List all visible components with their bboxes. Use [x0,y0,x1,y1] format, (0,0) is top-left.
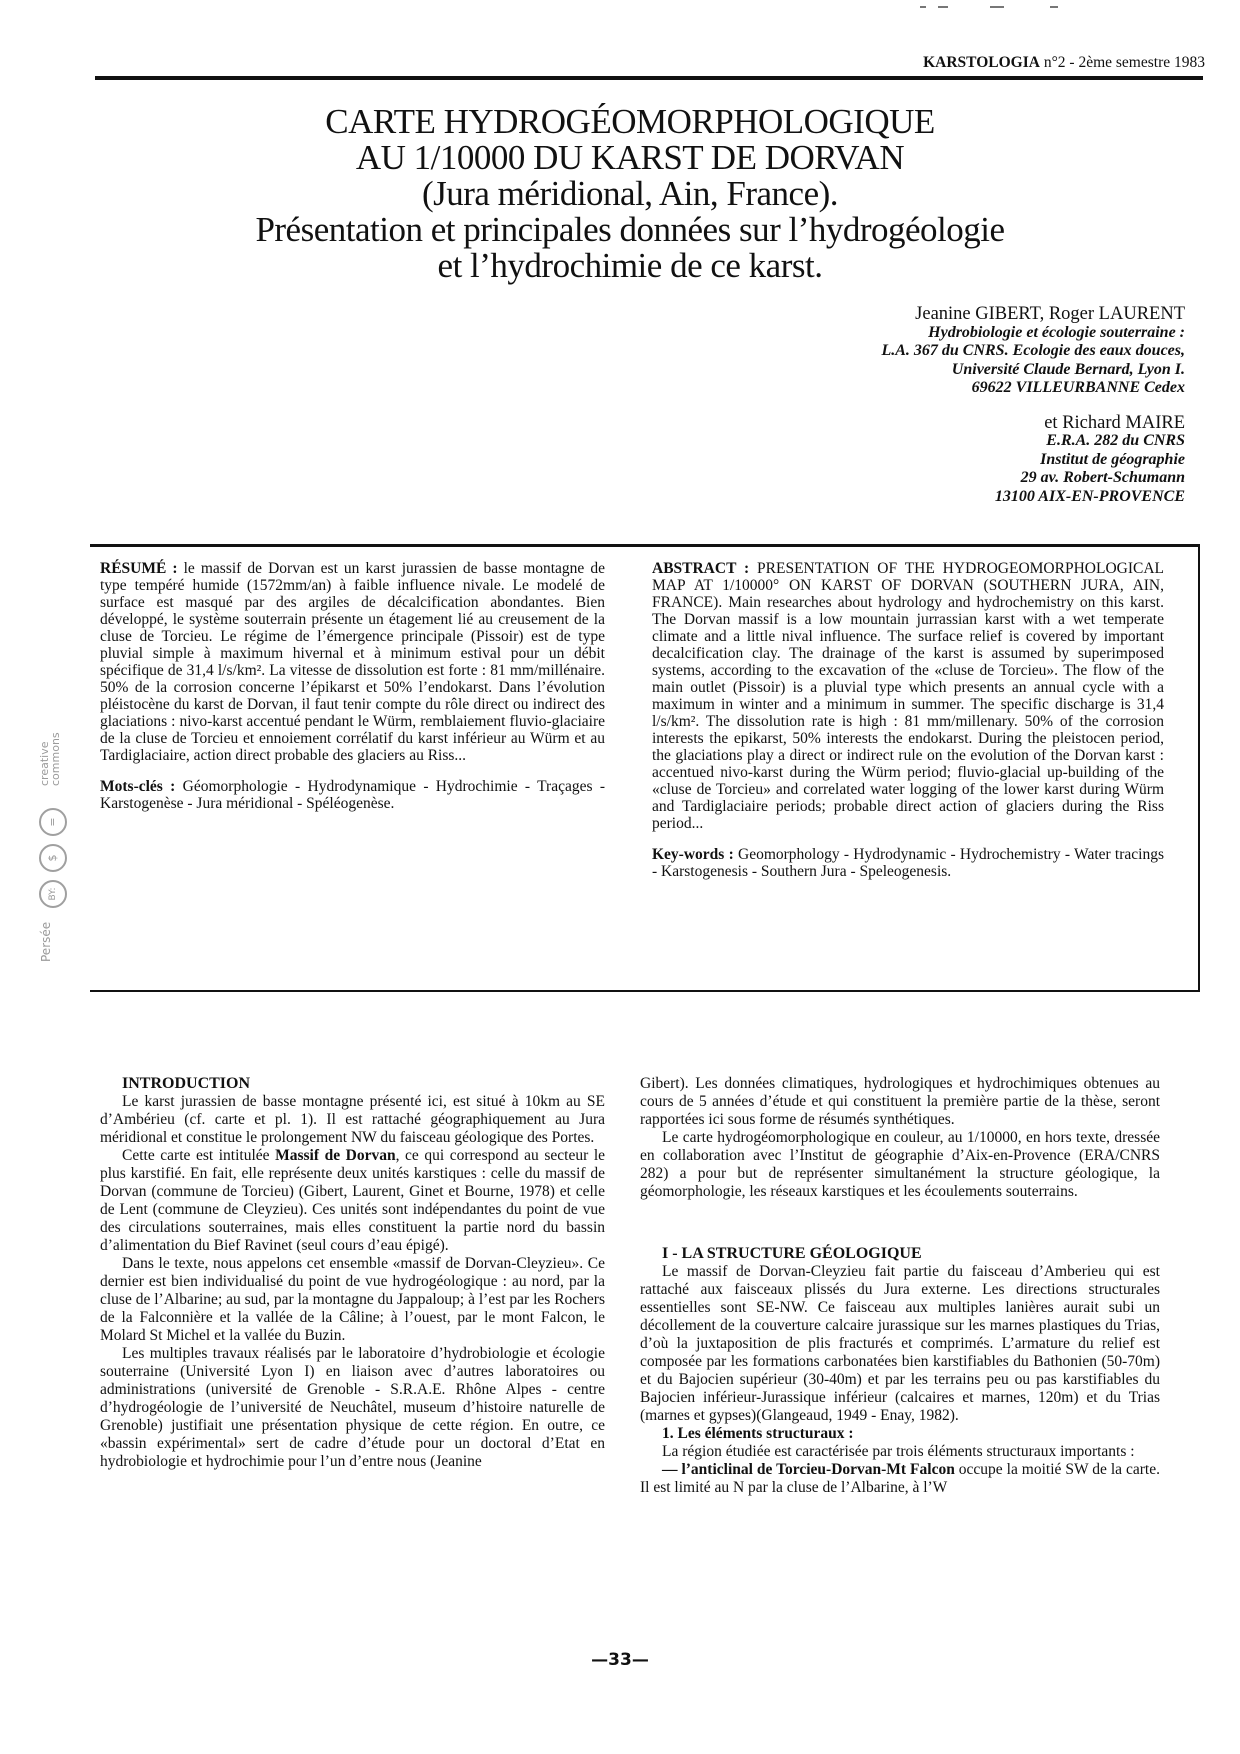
affiliation-line: E.R.A. 282 du CNRS [1046,432,1185,449]
affiliation-line: 13100 AIX-EN-PROVENCE [994,487,1185,505]
affiliation-line: 29 av. Robert-Schumann [1020,469,1185,486]
article-title [130,104,1130,284]
keywords-label: Mots-clés : [100,778,176,795]
running-head [880,54,1205,72]
no-derivatives-icon: = [39,808,67,836]
attribution-icon: BY: [39,880,67,908]
body-paragraph: Le karst jurassien de basse montagne présenté ici, est situé à 10km au SE d’Ambérieu (cf. carte et pl. 1). Il est rattaché géographiquement au Jura méridional et constitue le prolongement NW du faisceau géologique des Portes. [100,1093,605,1146]
author-names: et Richard MAIRE [1044,412,1185,433]
affiliation-line: L.A. 367 du CNRS. Ecologie des eaux douces, [881,342,1185,359]
affiliation-line: 69622 VILLEURBANNE Cedex [971,379,1185,396]
section-heading: I - LA STRUCTURE GÉOLOGIQUE [662,1245,922,1262]
title-line: Présentation et principales données sur l’hydrogéologie [255,210,1005,249]
resume-paragraph [100,560,605,764]
abstract-heading-text: PRESENTATION OF THE HYDROGEOMORPHOLOGICAL MAP AT 1/10000° ON KARST OF DORVAN (SOUTHERN JURA, AIN, FRANCE). [652,560,1164,611]
resume-keywords [100,778,605,812]
keywords-text: Geomorphology - Hydrodynamic - Hydrochemistry - Water tracings - Karstogenesis - Southern Jura - Speleogenesis. [652,846,1164,880]
scan-artifacts [920,6,1070,10]
abstract-column [652,560,1164,894]
body-paragraph: — l’anticlinal de Torcieu-Dorvan-Mt Falcon occupe la moitié SW de la carte. Il est limité au N par la cluse de l’Albarine, à l’W [640,1461,1160,1496]
body-paragraph: Le massif de Dorvan-Cleyzieu fait partie du faisceau d’Amberieu qui est rattaché aux faisceaux plissés du Jura externe. Les directions structurales essentielles sont SE-NW. Ce faisceau aux multiples lanières aurait subi un décollement de la couverture calcaire jurassique sur les marnes plastiques du Trias, d’où la juxtaposition de plis fracturés et comprimés. L’armature du relief est composée par les formations carbonatées bien karstifiables du Bathonien (50-70m) et du Bajocien supérieur (30-40m) et par les terrains peu ou pas karstifiables du Bajocien inférieur-Jurassique inférieur (calcaires et marnes, 120m) et du Trias (marnes et gypses)(Glangeaud, 1949 - Enay, 1982). [640,1263,1160,1424]
section-heading: INTRODUCTION [122,1075,251,1092]
body-paragraph: La région étudiée est caractérisée par trois éléments structuraux importants : [662,1443,1135,1460]
resume-column [100,560,605,826]
map-title-emphasis: Massif de Dorvan [275,1147,396,1164]
title-line: CARTE HYDROGÉOMORPHOLOGIQUE [325,102,935,141]
affiliation-line: Université Claude Bernard, Lyon I. [951,360,1185,378]
body-column-right [640,1075,1160,1497]
subsection-heading: 1. Les éléments structuraux : [662,1425,854,1442]
affiliation-line: Hydrobiologie et écologie souterraine : [928,323,1185,341]
persee-logo: Persée [39,921,53,962]
journal-name: KARSTOLOGIA [923,54,1040,71]
title-line: (Jura méridional, Ain, France). [421,174,839,213]
abstract-text: Main researches about hydrology and hydrochemistry on this karst. The Dorvan massif is a low mountain jurrassian karst with a wet temperate climate and a little nival influence. The surface relief is covered by important decalcification clay. The drainage of the karst is assumed by superimposed systems, according to the excavation of the «cluse de Torcieu». The flow of the main outlet (Pissoir) is a pluvial type which presents an annual cycle with a maximum in winter and a minimum in summer. The specific discharge is 31,4 l/s/km². The dissolution rate is high : 81 mm/millenary. 50% of the corrosion interests the epikarst, 50% interests the endokarst. During the pleistocen period, the glaciations play a direct or indirect rule on the evolution of the Dorvan karst : accentued nivo-karst during the Würm period; fluvio-glacial up-building of the «cluse de Torcieu» and correlated water logging of the lower karst during Würm and Tardiglaciaire periods; probable direct action of glaciers during the Riss period... [652,594,1164,832]
body-paragraph: Le carte hydrogéomorphologique en couleur, au 1/10000, en hors texte, dressée en collaboration avec l’Institut de géographie d’Aix-en-Provence (ERA/CNRS 282) a pour but de représenter simultanément la structure géologique, la géomorphologie, les réseaux karstiques et les écoulements souterrains. [640,1129,1160,1200]
keywords-text: Géomorphologie - Hydrodynamique - Hydrochimie - Traçages - Karstogenèse - Jura méridional - Spéléogenèse. [100,778,605,812]
body-paragraph: Cette carte est intitulée Massif de Dorvan, ce qui correspond au secteur le plus karstifié. En fait, elle représente deux unités karstiques : celle du massif de Dorvan (commune de Torcieu) (Gibert, Laurent, Ginet et Bourne, 1978) et celle de Lent (commune de Cleyzieu). Ces unités sont indépendantes du point de vue des circulations souterraines, mais elles constituent la partie nord du bassin d’alimentation du Bief Ravinet (seul cours d’eau épigé). [100,1147,606,1254]
header-rule [95,76,1203,80]
license-strip[interactable] [37,732,71,1020]
body-paragraph: Dans le texte, nous appelons cet ensemble «massif de Dorvan-Cleyzieu». Ce dernier est bien individualisé du point de vue hydrogéologique : au nord, par la cluse de l’Albarine; au sud, par la montagne du Jappaloup; à l’est par les Rochers de la Falconnière et la vallée de la Câline; à l’ouest, par le mont Falcon, le Molard St Michel et la vallée du Buzin. [100,1255,605,1344]
keywords-label: Key-words : [652,846,734,863]
journal-issue: n°2 - 2ème semestre 1983 [1043,54,1205,71]
body-paragraph: Gibert). Les données climatiques, hydrologiques et hydrochimiques obtenues au cours de 5 années d’étude et qui constituent la première partie de la thèse, seront rapportées ici sous forme de résumés synthétiques. [640,1075,1160,1128]
cc-label: commons [49,732,62,786]
author-names: Jeanine GIBERT, Roger LAURENT [915,304,1185,324]
body-column-left [100,1075,605,1471]
cc-label: creative [38,741,51,786]
abstract-label: ABSTRACT : [652,560,750,577]
resume-label: RÉSUMÉ : [100,560,178,577]
abstract-paragraph [652,560,1164,832]
non-commercial-icon: $ [39,844,67,872]
resume-text: le massif de Dorvan est un karst jurassien de basse montagne de type tempéré humide (1572mm/an) à faible influence nivale. Le modelé de surface est masqué par des argiles de décalcification abondantes. Bien développé, le système souterrain présente un étagement lié au creusement de la cluse de Torcieu. Le régime de l’émergence principale (Pissoir) est de type pluvial simple à maximum hivernal et à minimum estival pour un débit spécifique de 31,4 l/s/km². La vitesse de dissolution est forte : 81 mm/millénaire. 50% de la corrosion concerne l’épikarst et 50% l’endokarst. Dans l’évolution pléistocène du karst de Dorvan, il faut tenir compte du rôle direct ou indirect des glaciations : nivo-karst accentué pendant le Würm, remblaiement fluvio-glaciaire de la cluse de Torcieu et ennoiement corrélatif du karst inférieur au Würm et au Tardiglaciaire, action direct probable des glaciers au Riss... [100,560,606,764]
author-block [700,305,1185,506]
title-line: et l’hydrochimie de ce karst. [437,246,823,285]
title-line: AU 1/10000 DU KARST DE DORVAN [355,138,905,177]
page-number: —33— [591,1650,649,1670]
body-paragraph: Les multiples travaux réalisés par le laboratoire d’hydrobiologie et écologie souterraine (Université Lyon I) en liaison avec d’autres laboratoires ou administrations (université de Grenoble - S.R.A.E. Rhône Alpes - centre d’hydrogéologie de l’université de Neuchâtel, museum d’histoire naturelle de Grenoble) justifiait une présentation physique de cette région. En outre, ce «bassin expérimental» sert de cadre d’étude pour un doctoral d’Etat en hydrobiologie et hydrochimie pour l’un d’entre nous (Jeanine [100,1345,605,1470]
affiliation-line: Institut de géographie [1040,450,1185,468]
structure-name-emphasis: — l’anticlinal de Torcieu-Dorvan-Mt Falcon [662,1461,955,1478]
abstract-keywords [652,846,1164,880]
